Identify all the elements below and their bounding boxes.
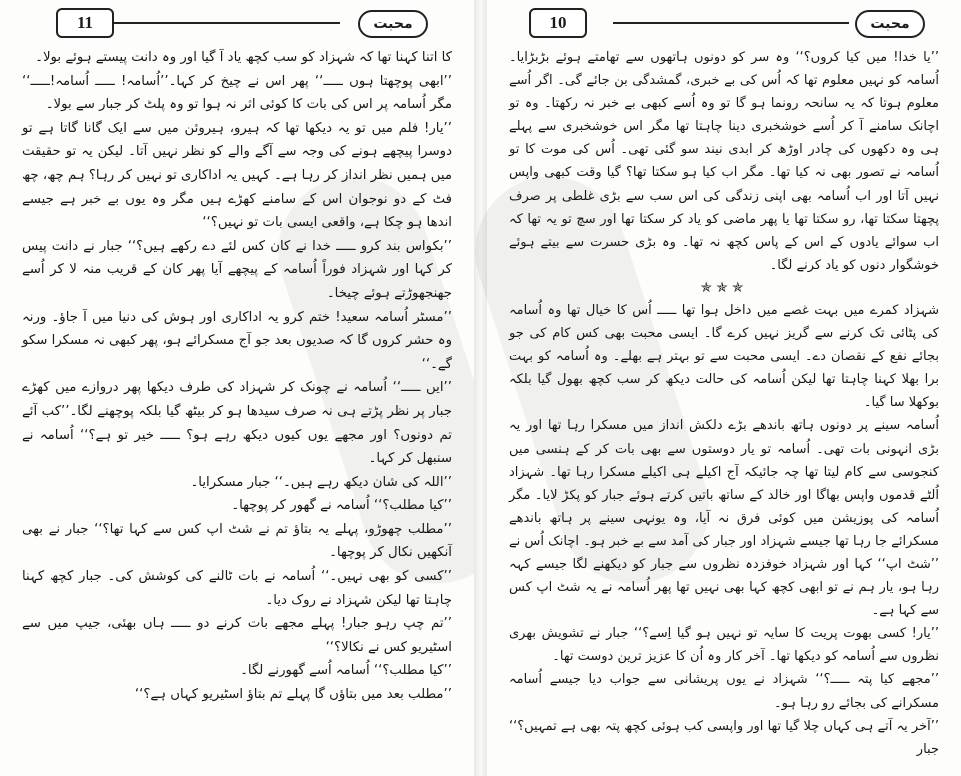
paragraph: ’’کیا مطلب؟‘‘ اُسامہ اُسے گھورنے لگا۔ <box>240 663 452 679</box>
paragraph: ’’آخر یہ آتے ہی کہاں چلا گیا تھا اور واپسی کب ہوئی کچھ پتہ بھی ہے تمہیں؟‘‘ جبار <box>509 718 939 757</box>
paragraph: ’’مطلب چھوڑو، پہلے یہ بتاؤ تم نے شٹ اپ کس سے کہا تھا؟‘‘ جبار نے بھی آنکھیں نکال کر پوچھا۔ <box>22 521 452 561</box>
paragraph: ’’ایں ـــــ‘‘ اُسامہ نے چونک کر شہزاد کی طرف دیکھا پھر دروازے میں کھڑے جبار پر نظر پڑتے ہی نہ صرف سیدھا ہو کر بیٹھ گیا بلکہ پوچھنے لگا۔’’کب آئے تم دونوں؟ اور مجھے یوں کیوں دیکھ رہے ہو؟ ـــــ خیر تو ہے؟‘‘ اُسامہ نے سنبھل کر کہا۔ <box>22 380 452 467</box>
book-gutter <box>474 0 487 776</box>
page-header <box>16 8 458 38</box>
page-right <box>487 0 961 776</box>
header-logo: محبت <box>855 10 925 38</box>
paragraph: ’’یار! فلم میں تو یہ دیکھا تھا کہ ہیرو، ہیروئن میں سے ایک گانا گاتا ہے تو دوسرا پیچھے ہونے کی وجہ سے آگے والے کو نظر نہیں آتا۔ لیکن یہ تو حقیقت میں ہمیں نظر انداز کر رہا ہے۔ کہیں یہ اداکاری تو نہیں کر رہا؟ ہم چھ، چھ فٹ کے دو نوجوان اس کے سامنے کھڑے ہیں مگر وہ یوں بے خبر ہے جیسے اندھا ہو چکا ہے، واقعی ایسی بات تو نہیں؟‘‘ <box>22 120 452 231</box>
page-number: 11 <box>56 8 114 38</box>
header-logo: محبت <box>358 10 428 38</box>
paragraph: ’’مسٹر اُسامہ سعید! ختم کرو یہ اداکاری اور ہوش کی دنیا میں آ جاؤ۔ ورنہ وہ حشر کروں گا کہ صدیوں بعد جو آج مسکرائے ہو، پھر کبھی نہ مسکرا سکو گے۔‘‘ <box>22 309 452 372</box>
page-header <box>503 8 945 38</box>
paragraph: شہزاد کمرے میں بہت غصے میں داخل ہوا تھا ـــــ اُس کا خیال تھا وہ اُسامہ کی پٹائی تک کرنے سے گریز نہیں کرے گا۔ ایسی محبت بھی کس کام کی جو بجائے نفع کے نقصان دے۔ ایسی محبت سے تو بہتر ہے بھلے۔ وہ اُسامہ کو بہت برا بھلا کہنا چاہتا تھا لیکن اُسامہ کی حالت دیکھ کر سب کچھ بھول گیا بلکہ بوکھلا سا گیا۔ <box>509 302 939 411</box>
paragraph: ’’ابھی پوچھتا ہوں ـــــ‘‘ پھر اس نے چیخ کر کہا۔’’اُسامہ! ـــــ اُسامہ!ـــــ‘‘ مگر اُسامہ پر اس کی بات کا کوئی اثر نہ ہوا تو وہ پلٹ کر جبار سے بولا۔ <box>22 73 452 113</box>
page-number: 10 <box>529 8 587 38</box>
header-rule <box>76 22 340 24</box>
paragraph: ’’یار! کسی بھوت پریت کا سایہ تو نہیں ہو گیا اِسے؟‘‘ جبار نے تشویش بھری نظروں سے اُسامہ کو دیکھا تھا۔ آخر کار وہ اُن کا عزیز ترین دوست تھا۔ <box>509 626 939 665</box>
paragraph: ’’تم چپ رہو جبار! پہلے مجھے بات کرنے دو ـــــ ہاں بھئی، جیپ میں سے اسٹیریو کس نے نکالا؟‘‘ <box>22 616 452 655</box>
paragraph: ’’کیا مطلب؟‘‘ اُسامہ نے گھور کر پوچھا۔ <box>231 498 452 514</box>
paragraph: ’’یا خدا! میں کیا کروں؟‘‘ وہ سر کو دونوں ہاتھوں سے تھامتے ہوئے بڑبڑایا۔ اُسامہ کو نہیں معلوم تھا کہ اُس کی بے خبری، گمشدگی بن جائے گی۔ اگر اُسے معلوم ہوتا کہ یہ سانحہ رونما ہو گا تو وہ اُسے کبھی بے خبر نہ رکھتا۔ وہ تو اچانک سامنے آ کر اُسے خوشخبری دینا چاہتا تھا مگر اس خوشخبری سے پہلے ہی وہ دکھوں کی چادر اوڑھ کر ابدی نیند سو گئی تھی۔ اُس کی موت کا تو اُسامہ نے تصور بھی نہ کیا تھا۔ مگر اب کیا ہو سکتا تھا؟ گیا وقت کبھی واپس نہیں آتا اور اب اُسامہ بھی اپنی زندگی کی اس سب سے بڑی غلطی پر صرف پچھتا سکتا تھا، رو سکتا تھا یا پھر ماضی کو یاد کر سکتا تھا اور سچ تو یہ تھا کہ اب سوائے یادوں کے اس کے پاس کچھ نہ تھا۔ وہ بڑی حسرت سے بیتے ہوئے خوشگوار دنوں کو یاد کرنے لگا۔ <box>509 50 939 273</box>
paragraph: ’’مطلب بعد میں بتاؤں گا پہلے تم بتاؤ اسٹیریو کہاں ہے؟‘‘ <box>134 687 452 703</box>
page-left <box>0 0 474 776</box>
paragraph: ’’کسی کو بھی نہیں۔‘‘ اُسامہ نے بات ٹالنے کی کوشش کی۔ جبار کچھ کہنا چاہتا تھا لیکن شہزاد نے روک دیا۔ <box>22 569 452 608</box>
section-separator: ✯✯✯ <box>700 279 748 296</box>
header-rule <box>613 22 849 24</box>
paragraph: اُسامہ سینے پر دونوں ہاتھ باندھے بڑے دلکش انداز میں مسکرا رہا تھا اور یہ بڑی انہونی بات تھی۔ اُسامہ تو یار دوستوں سے بھی بات کر کے ہنسی میں کنجوسی سے کام لیتا تھا چہ جائیکہ آج اکیلے ہی اکیلے مسکرا رہا تھا۔ شہزاد اُلٹے قدموں واپس بھاگا اور خالد کے ساتھ باتیں کرتے ہوئے جبار کو پکڑ لایا۔ مگر اُسامہ کی پوزیشن میں کوئی فرق نہ آیا، وہ یونہی سینے پر ہاتھ باندھے مسکرائے جا رہا تھا جیسے شہزاد اور جبار کی آمد سے بے خبر ہو۔ اچانک اُس نے ’’شٹ اپ‘‘ کہا اور شہزاد خوفزدہ نظروں سے جبار کو دیکھنے لگا جیسے کہہ رہا ہو، یار ہم نے تو ابھی کچھ کہا بھی نہیں تھا پھر اُسامہ نے یہ شٹ اپ کس سے کہا ہے۔ <box>509 418 939 619</box>
page-body <box>509 46 939 768</box>
paragraph: ’’مجھے کیا پتہ ـــــ؟‘‘ شہزاد نے یوں پریشانی سے جواب دیا جیسے اُسامہ مسکرانے کی بجائے رو رہا ہو۔ <box>509 672 939 711</box>
paragraph: کا اتنا کہنا تھا کہ شہزاد کو سب کچھ یاد آ گیا اور وہ دانت پیستے ہوئے بولا۔ <box>35 50 452 65</box>
paragraph: ’’اللہ کی شان دیکھ رہے ہیں۔‘‘ جبار مسکرایا۔ <box>190 474 452 490</box>
page-body <box>22 46 452 768</box>
paragraph: ’’بکواس بند کرو ـــــ خدا نے کان کس لئے دے رکھے ہیں؟‘‘ جبار نے دانت پیس کر کہا اور شہزاد فوراً اُسامہ کے پیچھے آیا پھر کان کے قریب منہ لا کر اُسے جھنجھوڑتے ہوئے چیخا۔ <box>22 238 452 301</box>
